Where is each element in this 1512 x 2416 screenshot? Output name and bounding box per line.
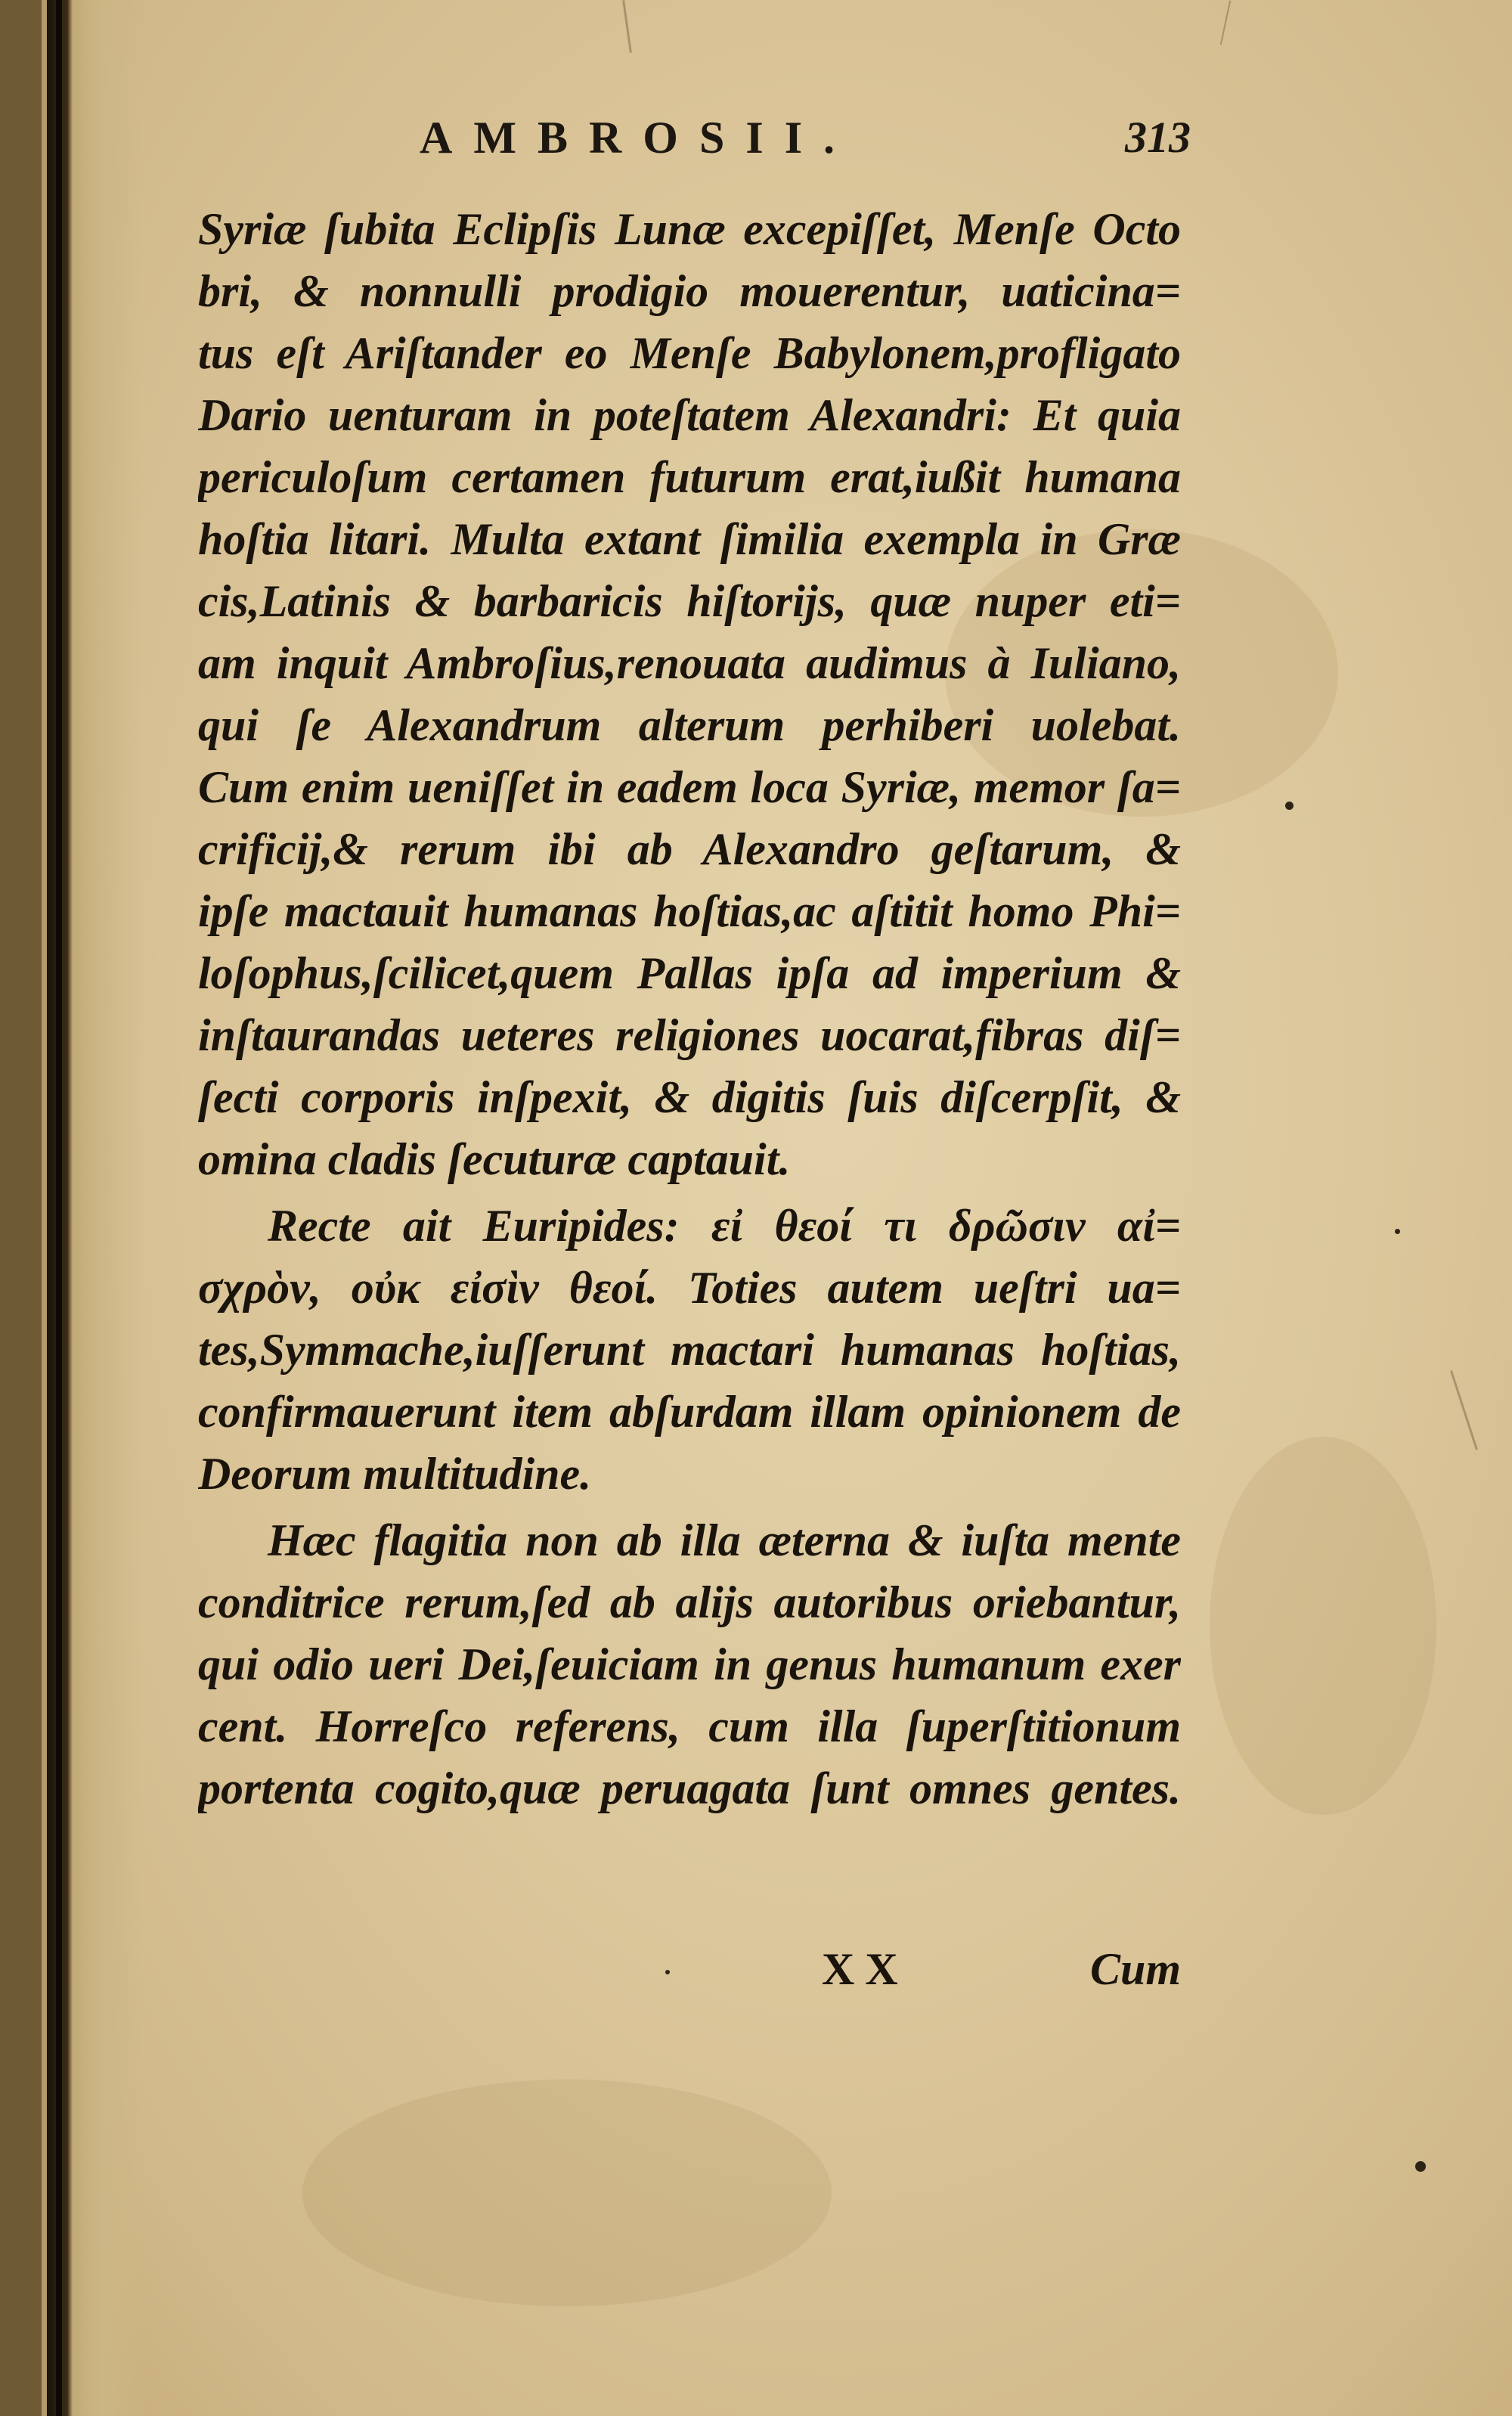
ink-speck xyxy=(1415,2161,1426,2172)
text-line: am inquit Ambroſius,renouata audimus à Iuliano, xyxy=(198,638,1181,688)
text-line: bri, & nonnulli prodigio mouerentur, uaticina= xyxy=(198,266,1181,316)
signature-mark: XX xyxy=(822,1944,909,1994)
text-line: confirmauerunt item abſurdam illam opinionem de xyxy=(198,1387,1181,1437)
text-line: inſtaurandas ueteres religiones uocarat,fibras diſ= xyxy=(198,1010,1181,1060)
paper-crease xyxy=(622,0,632,53)
page-number: 313 xyxy=(1125,113,1191,162)
paper-crease xyxy=(1220,0,1231,45)
text-line: portenta cogito,quæ peruagata ſunt omnes gentes. xyxy=(198,1763,1181,1813)
text-line: crificij,& rerum ibi ab Alexandro geſtarum, & xyxy=(198,824,1181,874)
text-line: tus eſt Ariſtander eo Menſe Babylonem,profligato xyxy=(198,328,1181,378)
page-footer xyxy=(198,1943,1181,2004)
page-edge xyxy=(0,0,42,2416)
paper-stain xyxy=(302,2079,832,2306)
catchword: Cum xyxy=(1089,1944,1181,1994)
text-line: Dario uenturam in poteſtatem Alexandri: Et quia xyxy=(198,390,1181,440)
text-line: omina cladis ſecuturæ captauit. xyxy=(198,1134,791,1184)
page-header xyxy=(420,112,1191,165)
running-head: AMBROSII. xyxy=(420,113,857,163)
text-line: Hæc flagitia non ab illa æterna & iuſta mente xyxy=(268,1515,1181,1565)
text-line: σχρὸν, οὐκ εἰσὶν θεοί. Toties autem ueſtri ua= xyxy=(198,1263,1181,1313)
text-line: periculoſum certamen futurum erat,iußit humana xyxy=(198,452,1181,502)
text-line: conditrice rerum,ſed ab alijs autoribus oriebantur, xyxy=(198,1577,1181,1627)
text-line: ipſe mactauit humanas hoſtias,ac aſtitit homo Phi= xyxy=(198,886,1181,936)
text-line: Syriæ ſubita Eclipſis Lunæ excepiſſet, Menſe Octo xyxy=(198,204,1181,254)
text-line: cis,Latinis & barbaricis hiſtorijs, quæ nuper eti= xyxy=(198,576,1181,626)
paper-stain xyxy=(1210,1437,1436,1815)
body-text xyxy=(198,198,1181,1819)
text-line: Cum enim ueniſſet in eadem loca Syriæ, memor ſa= xyxy=(198,762,1181,812)
text-line: Recte ait Euripides: εἰ θεοί τι δρῶσιν αἰ= xyxy=(268,1201,1181,1251)
text-line: cent. Horreſco referens, cum illa ſuperſtitionum xyxy=(198,1701,1181,1751)
text-line: tes,Symmache,iuſſerunt mactari humanas hoſtias, xyxy=(198,1325,1181,1375)
binding-fold xyxy=(47,0,73,2416)
paper-crease xyxy=(1450,1370,1478,1450)
ink-speck xyxy=(1395,1229,1400,1234)
text-line: Deorum multitudine. xyxy=(198,1449,592,1499)
text-line: qui odio ueri Dei,ſeuiciam in genus humanum exer xyxy=(198,1639,1181,1689)
text-line: hoſtia litari. Multa extant ſimilia exempla in Græ xyxy=(198,514,1181,564)
text-line: ſecti corporis inſpexit, & digitis ſuis diſcerpſit, & xyxy=(198,1072,1181,1122)
text-line: loſophus,ſcilicet,quem Pallas ipſa ad imperium & xyxy=(198,948,1181,998)
text-line: qui ſe Alexandrum alterum perhiberi uolebat. xyxy=(198,700,1181,750)
ink-speck xyxy=(1285,802,1294,810)
